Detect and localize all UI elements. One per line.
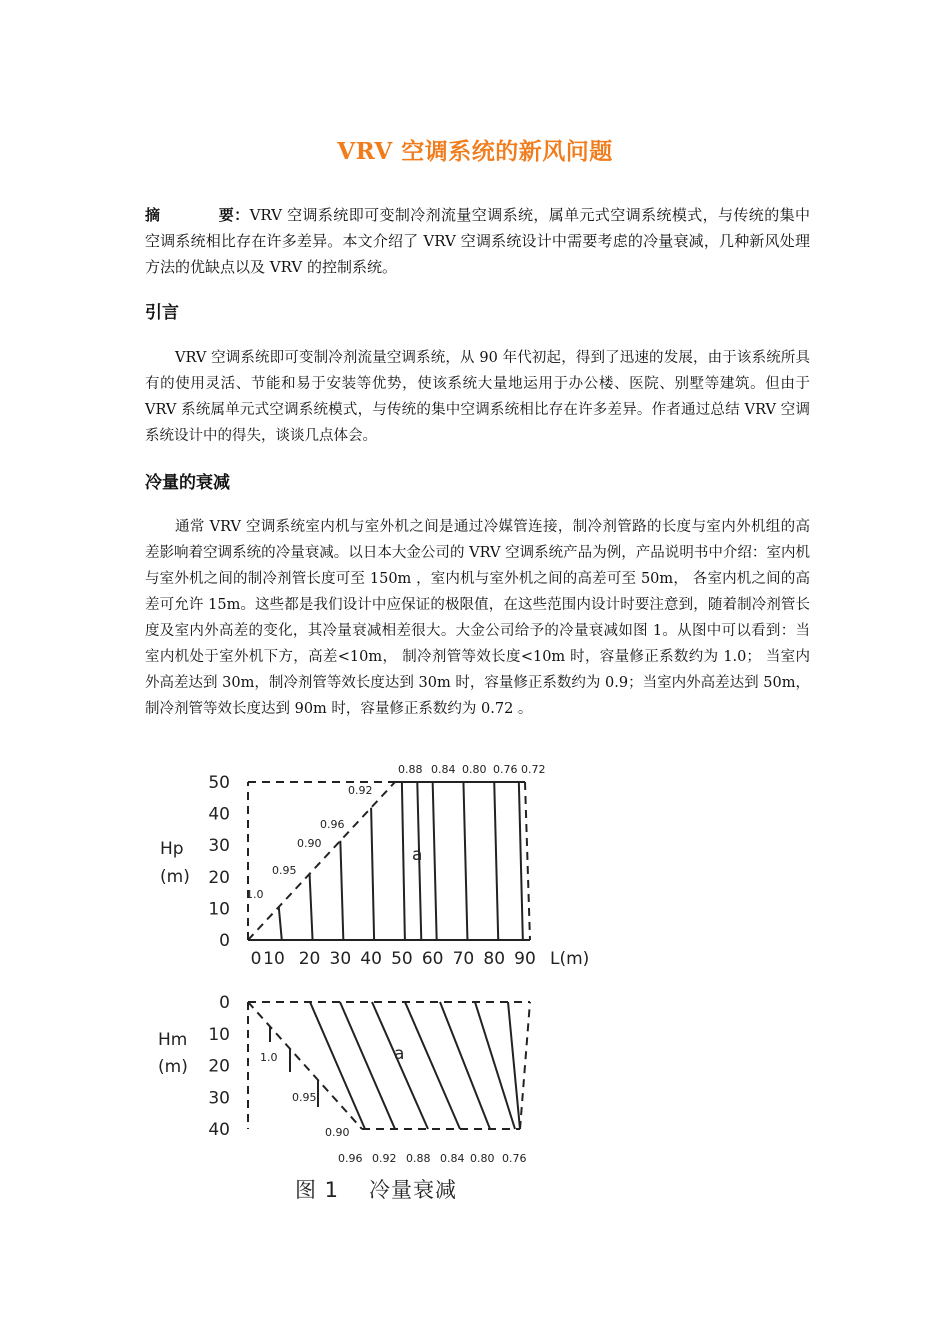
upper-coef-line <box>519 782 523 940</box>
figure-caption <box>295 1174 457 1204</box>
upper-coef-line <box>433 782 437 940</box>
figure-caption-text: 冷量衰减 <box>369 1178 458 1202</box>
upper-coef-1-0: 1.0 <box>246 888 264 901</box>
upper-x-tick: 70 <box>452 949 475 969</box>
upper-ylabel-hp: Hp <box>160 839 184 859</box>
upper-x-ticks <box>251 949 536 969</box>
upper-coef-line <box>463 782 467 940</box>
lower-y-tick: 10 <box>208 1024 230 1045</box>
section-paragraph-intro: VRV 空调系统即可变制冷剂流量空调系统，从 90 年代初起，得到了迅速的发展，由于该系统所具有的使用灵活、节能和易于安装等优势，使该系统大量地运用于办公楼、医院、别墅等建筑。但由于 VRV 系统属单元式空调系统模式，与传统的集中空调系统相比存在许多差异。作者通过总结 VRV 空调系统设计中的得失，谈谈几点体会。 <box>145 350 810 444</box>
abstract-label-a: 摘 <box>145 206 161 224</box>
page-title: VRV 空调系统的新风问题 <box>337 138 613 165</box>
upper-coef-line <box>340 841 343 940</box>
upper-x-tick: 30 <box>329 949 352 969</box>
section-paragraph-attenuation: 通常 VRV 空调系统室内机与室外机之间是通过冷媒管连接，制冷剂管路的长度与室内外机组的高差影响着空调系统的冷量衰减。以日本大金公司的 VRV 空调系统产品为例，产品说明书中介绍：室内机与室外机之间的制冷剂管长度可至 150m ，室内机与室外机之间的高差可至 50m， 各室内机之间的高差可允许 15m。这些都是我们设计中应保证的极限值，在这些范围内设计时要注意到，随着制冷剂管长度及室内外高差的变化，其冷量衰减相差很大。大金公司给予的冷量衰减如图 1。从图中可以看到：当室内机处于室外机下方，高差<10m， 制冷剂管等效长度<10m 时，容量修正系数约为 1.0； 当室内外高差达到 30m，制冷剂管等效长度达到 30m 时，容量修正系数约为 0.9；当室内外高差达到 50m，制冷剂管等效长度达到 90m 时，容量修正系数约为 0.72 。 <box>145 519 810 717</box>
attenuation-chart <box>150 752 600 1172</box>
upper-coef-0-72: 0.72 <box>521 763 546 776</box>
upper-y-tick: 50 <box>208 773 230 793</box>
upper-x-tick: 60 <box>421 949 444 969</box>
abstract-text: VRV 空调系统即可变制冷剂流量空调系统，属单元式空调系统模式，与传统的集中空调系统相比存在许多差异。本文介绍了 VRV 空调系统设计中需要考虑的冷量衰减，几种新风处理方法的优缺点以及 VRV 的控制系统。 <box>145 206 810 276</box>
upper-y-tick: 20 <box>208 867 230 888</box>
lower-y-ticks <box>208 993 230 1140</box>
lower-coef-0-84: 0.84 <box>440 1152 465 1165</box>
upper-coef-line <box>494 782 498 940</box>
lower-coef-0-80: 0.80 <box>470 1152 495 1165</box>
lower-coef-0-92: 0.92 <box>372 1152 397 1165</box>
upper-x-tick: 40 <box>360 949 382 969</box>
lower-coef-line <box>372 1002 428 1129</box>
lower-coef-0-96: 0.96 <box>338 1152 363 1165</box>
lower-y-tick: 30 <box>208 1088 230 1109</box>
upper-right-border <box>525 782 530 940</box>
upper-coef-0-92: 0.92 <box>348 784 373 797</box>
lower-y-tick: 0 <box>219 993 230 1013</box>
upper-y-tick: 10 <box>208 899 230 920</box>
upper-region-label: a <box>412 845 423 865</box>
upper-x-tick: 90 <box>514 949 536 969</box>
upper-y-tick: 0 <box>219 931 230 951</box>
upper-y-tick: 40 <box>208 804 230 825</box>
lower-y-tick: 40 <box>208 1120 230 1140</box>
upper-coef-line <box>310 874 313 940</box>
upper-coef-0-95: 0.95 <box>272 864 297 877</box>
lower-coef-line <box>310 1002 365 1129</box>
upper-x-tick: 50 <box>391 949 413 969</box>
lower-coef-line <box>405 1002 460 1129</box>
upper-ylabel-unit: (m) <box>160 867 190 887</box>
section-heading-intro: 引言 <box>145 303 179 323</box>
figure-caption-number: 图 1 <box>295 1178 340 1202</box>
abstract <box>145 202 810 280</box>
lower-coef-line <box>340 1002 395 1129</box>
upper-coef-0-96: 0.96 <box>320 818 345 831</box>
upper-coef-0-84: 0.84 <box>431 763 456 776</box>
upper-coef-line <box>402 782 405 940</box>
lower-coef-0-76: 0.76 <box>502 1152 527 1165</box>
upper-coefficient-lines <box>279 782 523 940</box>
lower-y-tick: 20 <box>208 1056 230 1077</box>
upper-y-tick: 30 <box>208 836 230 857</box>
upper-x-tick: 10 <box>263 949 285 969</box>
lower-coef-0-95: 0.95 <box>292 1091 317 1104</box>
upper-coef-line <box>279 907 282 940</box>
abstract-label-b: 要： <box>218 206 250 224</box>
upper-coef-line <box>371 808 374 940</box>
upper-y-ticks <box>208 773 230 951</box>
upper-xlabel: L(m) <box>550 949 590 969</box>
upper-coef-0-76: 0.76 <box>493 763 518 776</box>
upper-coef-0-88: 0.88 <box>398 763 423 776</box>
upper-coef-0-90: 0.90 <box>297 837 322 850</box>
lower-coef-0-90: 0.90 <box>325 1126 350 1139</box>
upper-x-tick: 0 <box>250 949 262 969</box>
lower-ylabel-hm: Hm <box>158 1030 188 1050</box>
lower-coef-1-0: 1.0 <box>260 1051 278 1064</box>
attenuation-figure <box>150 752 600 1212</box>
section-heading-attenuation: 冷量的衰减 <box>145 473 230 493</box>
lower-ylabel-unit: (m) <box>158 1057 188 1077</box>
lower-coef-0-88: 0.88 <box>406 1152 431 1165</box>
lower-coef-line <box>440 1002 490 1129</box>
lower-coefficient-lines <box>270 1002 520 1129</box>
upper-coef-0-80: 0.80 <box>462 763 487 776</box>
lower-region-label: a <box>394 1044 405 1064</box>
lower-diagonal <box>248 1002 362 1129</box>
lower-right-border <box>520 1002 530 1129</box>
upper-x-tick: 20 <box>298 949 321 969</box>
upper-x-tick: 80 <box>483 949 506 969</box>
